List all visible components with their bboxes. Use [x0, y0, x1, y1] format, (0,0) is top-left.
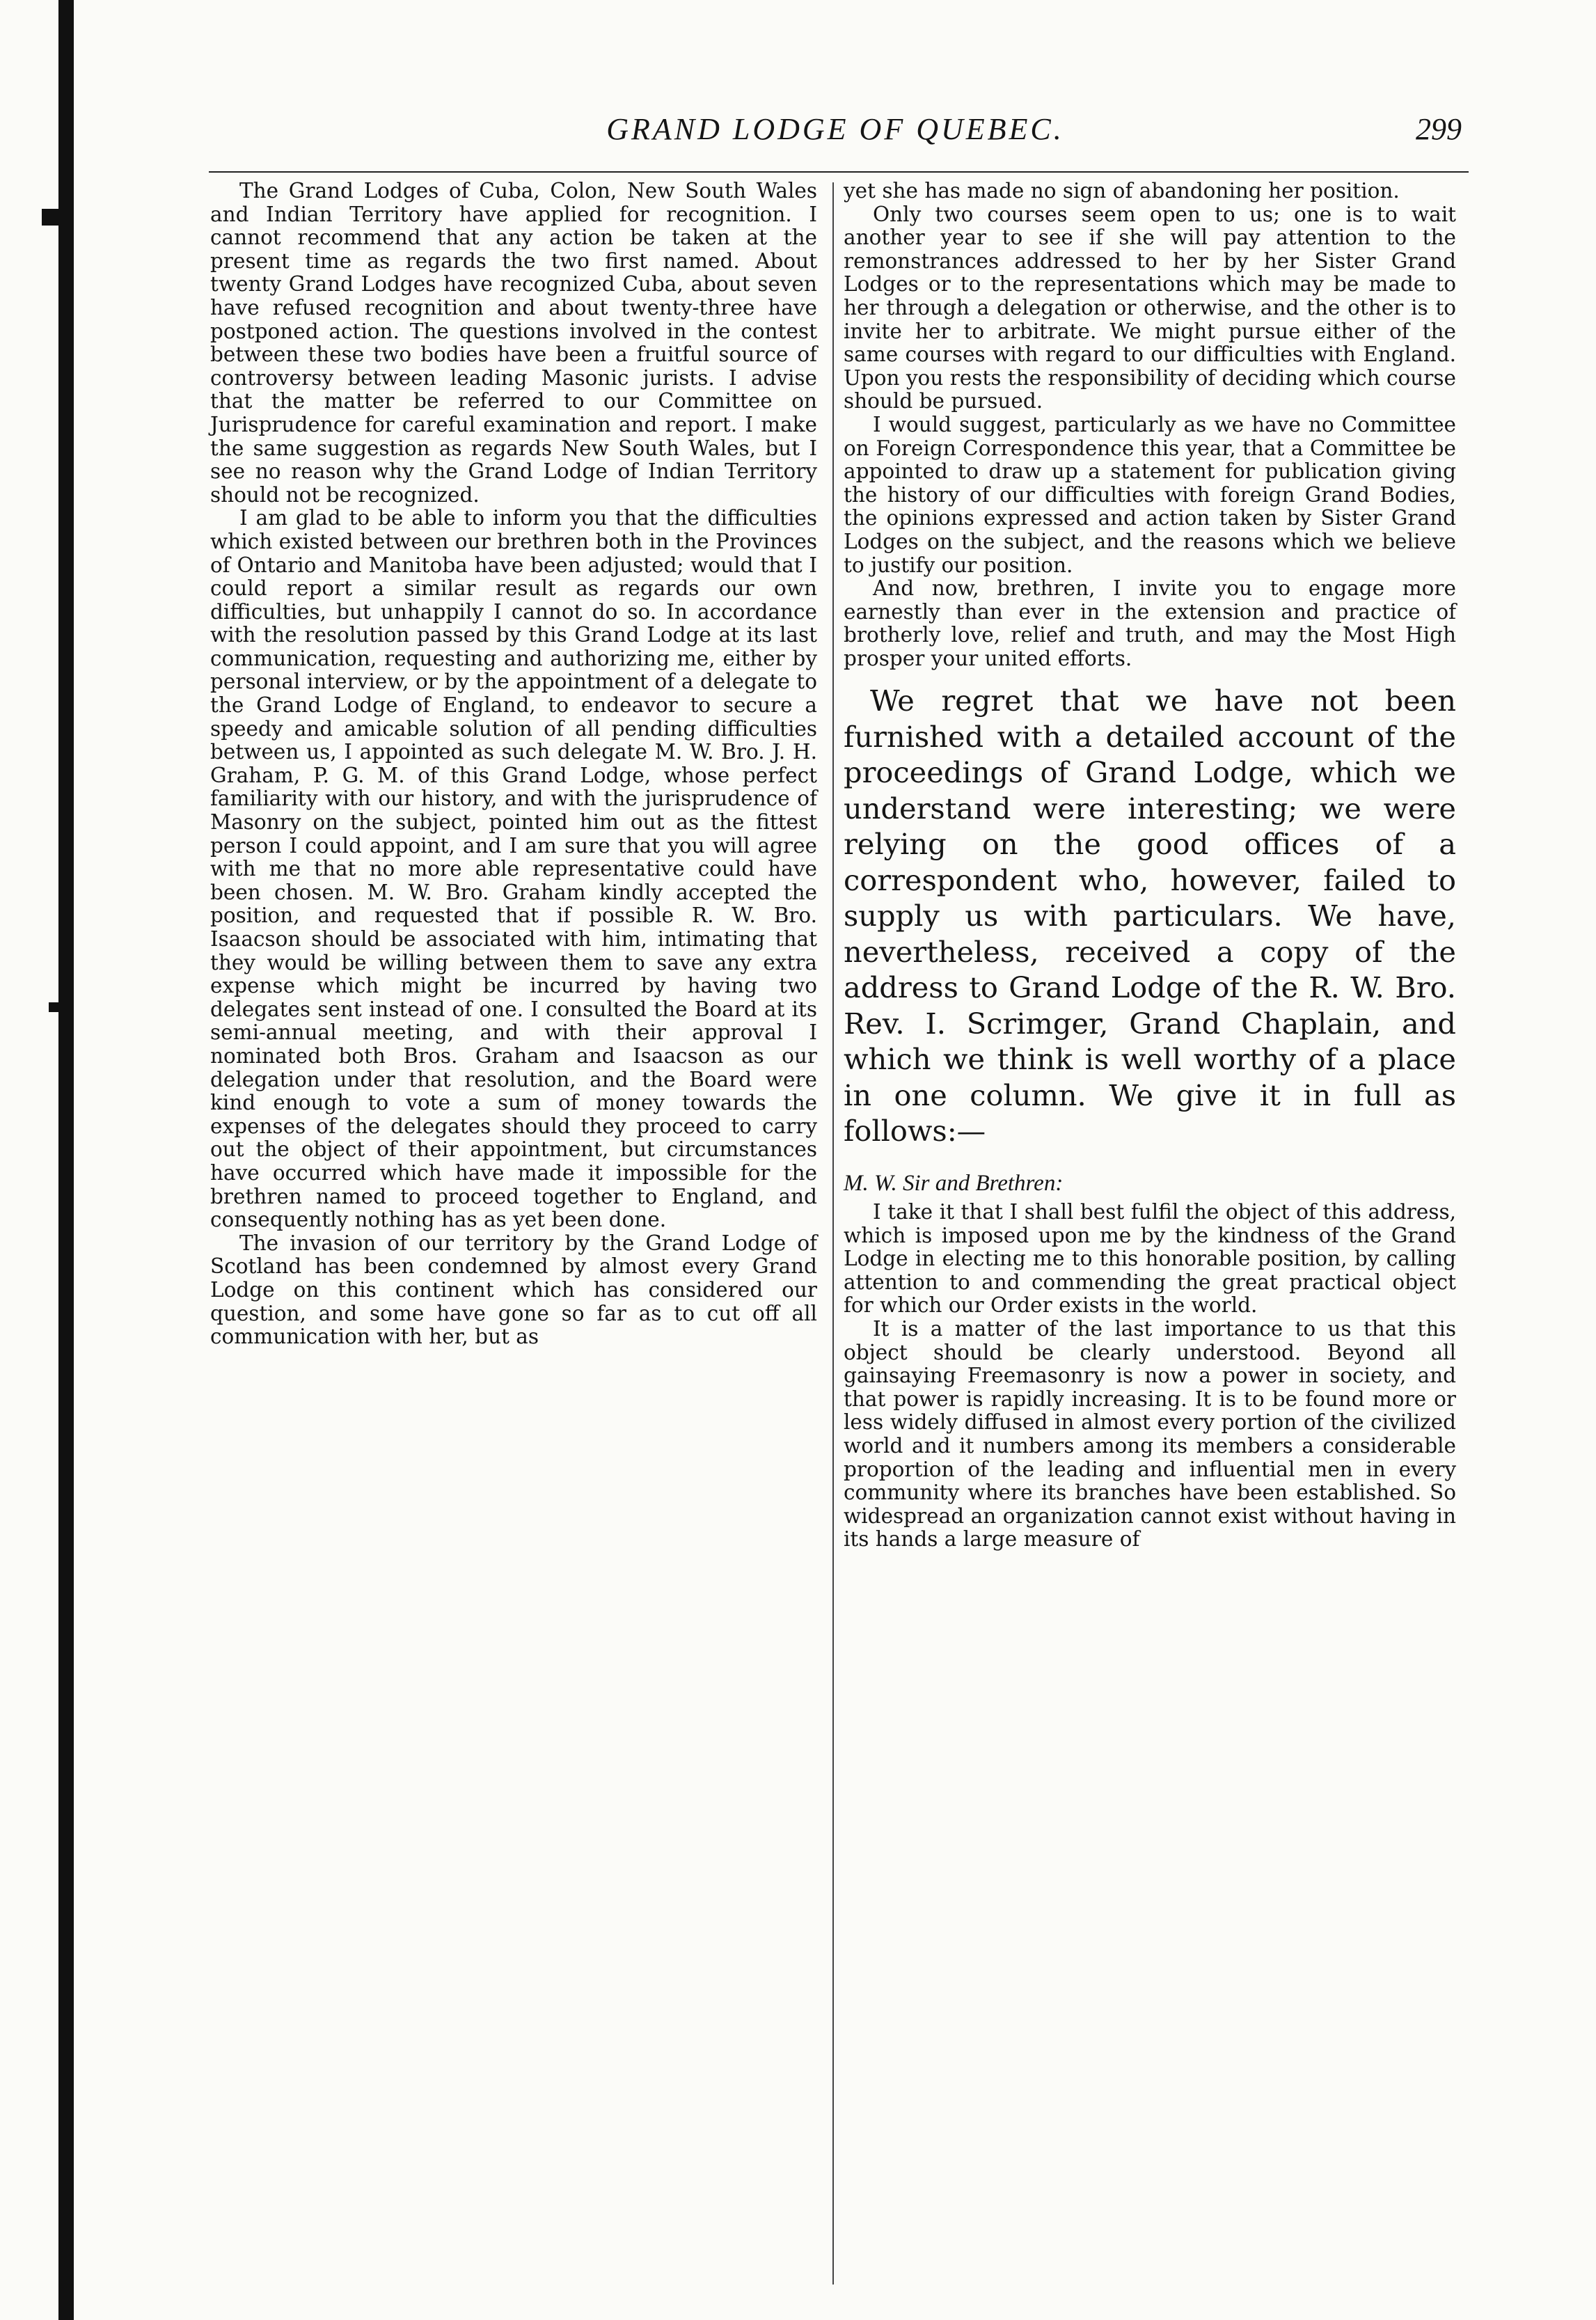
paragraph: I am glad to be able to inform you that the difficulties which existed between our brethren both in the Provinces of Ontario and Manitoba have been adjusted; would that I could report a similar result as regards our own difficulties, but unhappily I cannot do so. In accordance with the resolution passed by this Grand Lodge at its last communication, requesting and authorizing me, either by personal interview, or by the appointment of a delegate to the Grand Lodge of England, to endeavor to secure a speedy and amicable solution of all pending difficulties between us, I appointed as such delegate M. W. Bro. J. H. Graham, P. G. M. of this Grand Lodge, whose perfect familiarity with our history, and with the jurisprudence of Masonry on the subject, pointed him out as the fittest person I could appoint, and I am sure that you will agree with me that no more able representative could have been chosen. M. W. Bro. Graham kindly accepted the position, and requested that if possible R. W. Bro. Isaacson should be associated with him, intimating that they would be willing between them to save any extra expense which might be incurred by having two delegates sent instead of one. I consulted the Board at its semi-annual meeting, and with their approval I nominated both Bros. Graham and Isaacson as our delegation under that resolution, and the Board were kind enough to vote a sum of money towards the expenses of the delegates should they proceed to carry out the object of their appointment, but circumstances have occurred which have made it impossible for the brethren named to proceed together to England, and consequently nothing has as yet been done.	[210, 506, 817, 1232]
right-column	[844, 180, 1456, 1552]
page-header	[209, 111, 1462, 167]
paragraph: The Grand Lodges of Cuba, Colon, New South Wales and Indian Territory have applied for recognition. I cannot recommend that any action be taken at the present time as regards the two first named. About twenty Grand Lodges have recognized Cuba, about seven have refused recognition and about twenty-three have postponed action. The questions involved in the contest between these two bodies have been a fruitful source of controversy between leading Masonic jurists. I advise that the matter be referred to our Committee on Jurisprudence for careful examination and report. I make the same suggestion as regards New South Wales, but I see no reason why the Grand Lodge of Indian Territory should not be recognized.	[210, 179, 817, 507]
page-number: 299	[1416, 112, 1462, 146]
running-title: GRAND LODGE OF QUEBEC.	[606, 112, 1064, 146]
editorial-note: We regret that we have not been furnished with a detailed account of the proceedings of Grand Lodge, which we understand were interesting; we were relying on the good offices of a correspondent who, however, failed to supply us with particulars. We have, nevertheless, received a copy of the address to Grand Lodge of the R. W. Bro. Rev. I. Scrimger, Grand Chaplain, and which we think is well worthy of a place in one column. We give it in full as follows:—	[844, 684, 1456, 1149]
header-rule	[209, 171, 1469, 173]
paragraph: And now, brethren, I invite you to engage more earnestly than ever in the extension and practice of brotherly love, relief and truth, and may the Most High prosper your united efforts.	[844, 576, 1456, 670]
paragraph: The invasion of our territory by the Grand Lodge of Scotland has been condemned by almost every Grand Lodge on this continent which has considered our question, and some have gone so far as to cut off all communication with her, but as	[210, 1231, 817, 1349]
paragraph: I would suggest, particularly as we have no Committee on Foreign Correspondence this year, that a Committee be appointed to draw up a statement for publication giving the history of our difficulties with foreign Grand Bodies, the opinions expressed and action taken by Sister Grand Lodges on the subject, and the reasons which we believe to justify our position.	[844, 412, 1456, 577]
paragraph: It is a matter of the last importance to us that this object should be clearly understood. Beyond all gainsaying Freemasonry is now a power in society, and that power is rapidly increasing. It is to be found more or less widely diffused in almost every portion of the civilized world and it numbers among its members a considerable proportion of the leading and influential men in every community where its branches have been established. So widespread an organization cannot exist without having in its hands a large measure of	[844, 1316, 1456, 1552]
paragraph: I take it that I shall best fulfil the object of this address, which is imposed upon me by the kindness of the Grand Lodge in electing me to this honorable position, by calling attention to and commending the great practical object for which our Order exists in the world.	[844, 1199, 1456, 1318]
salutation: M. W. Sir and Brethren:	[844, 1170, 1064, 1196]
paragraph-continued: yet she has made no sign of abandoning her position.	[844, 179, 1400, 203]
left-column	[210, 180, 817, 1349]
paragraph: Only two courses seem open to us; one is to wait another year to see if she will pay attention to the remonstrances addressed to her by her Sister Grand Lodges or to the representations which may be made to her through a delegation or otherwise, and the other is to invite her to arbitrate. We might pursue either of the same courses with regard to our difficulties with England. Upon you rests the responsibility of deciding which course should be pursued.	[844, 202, 1456, 413]
scan-edge-mark	[49, 1002, 65, 1012]
scan-edge-mark	[42, 209, 65, 226]
scan-edge-bar	[58, 0, 74, 2320]
column-divider	[832, 182, 834, 2285]
